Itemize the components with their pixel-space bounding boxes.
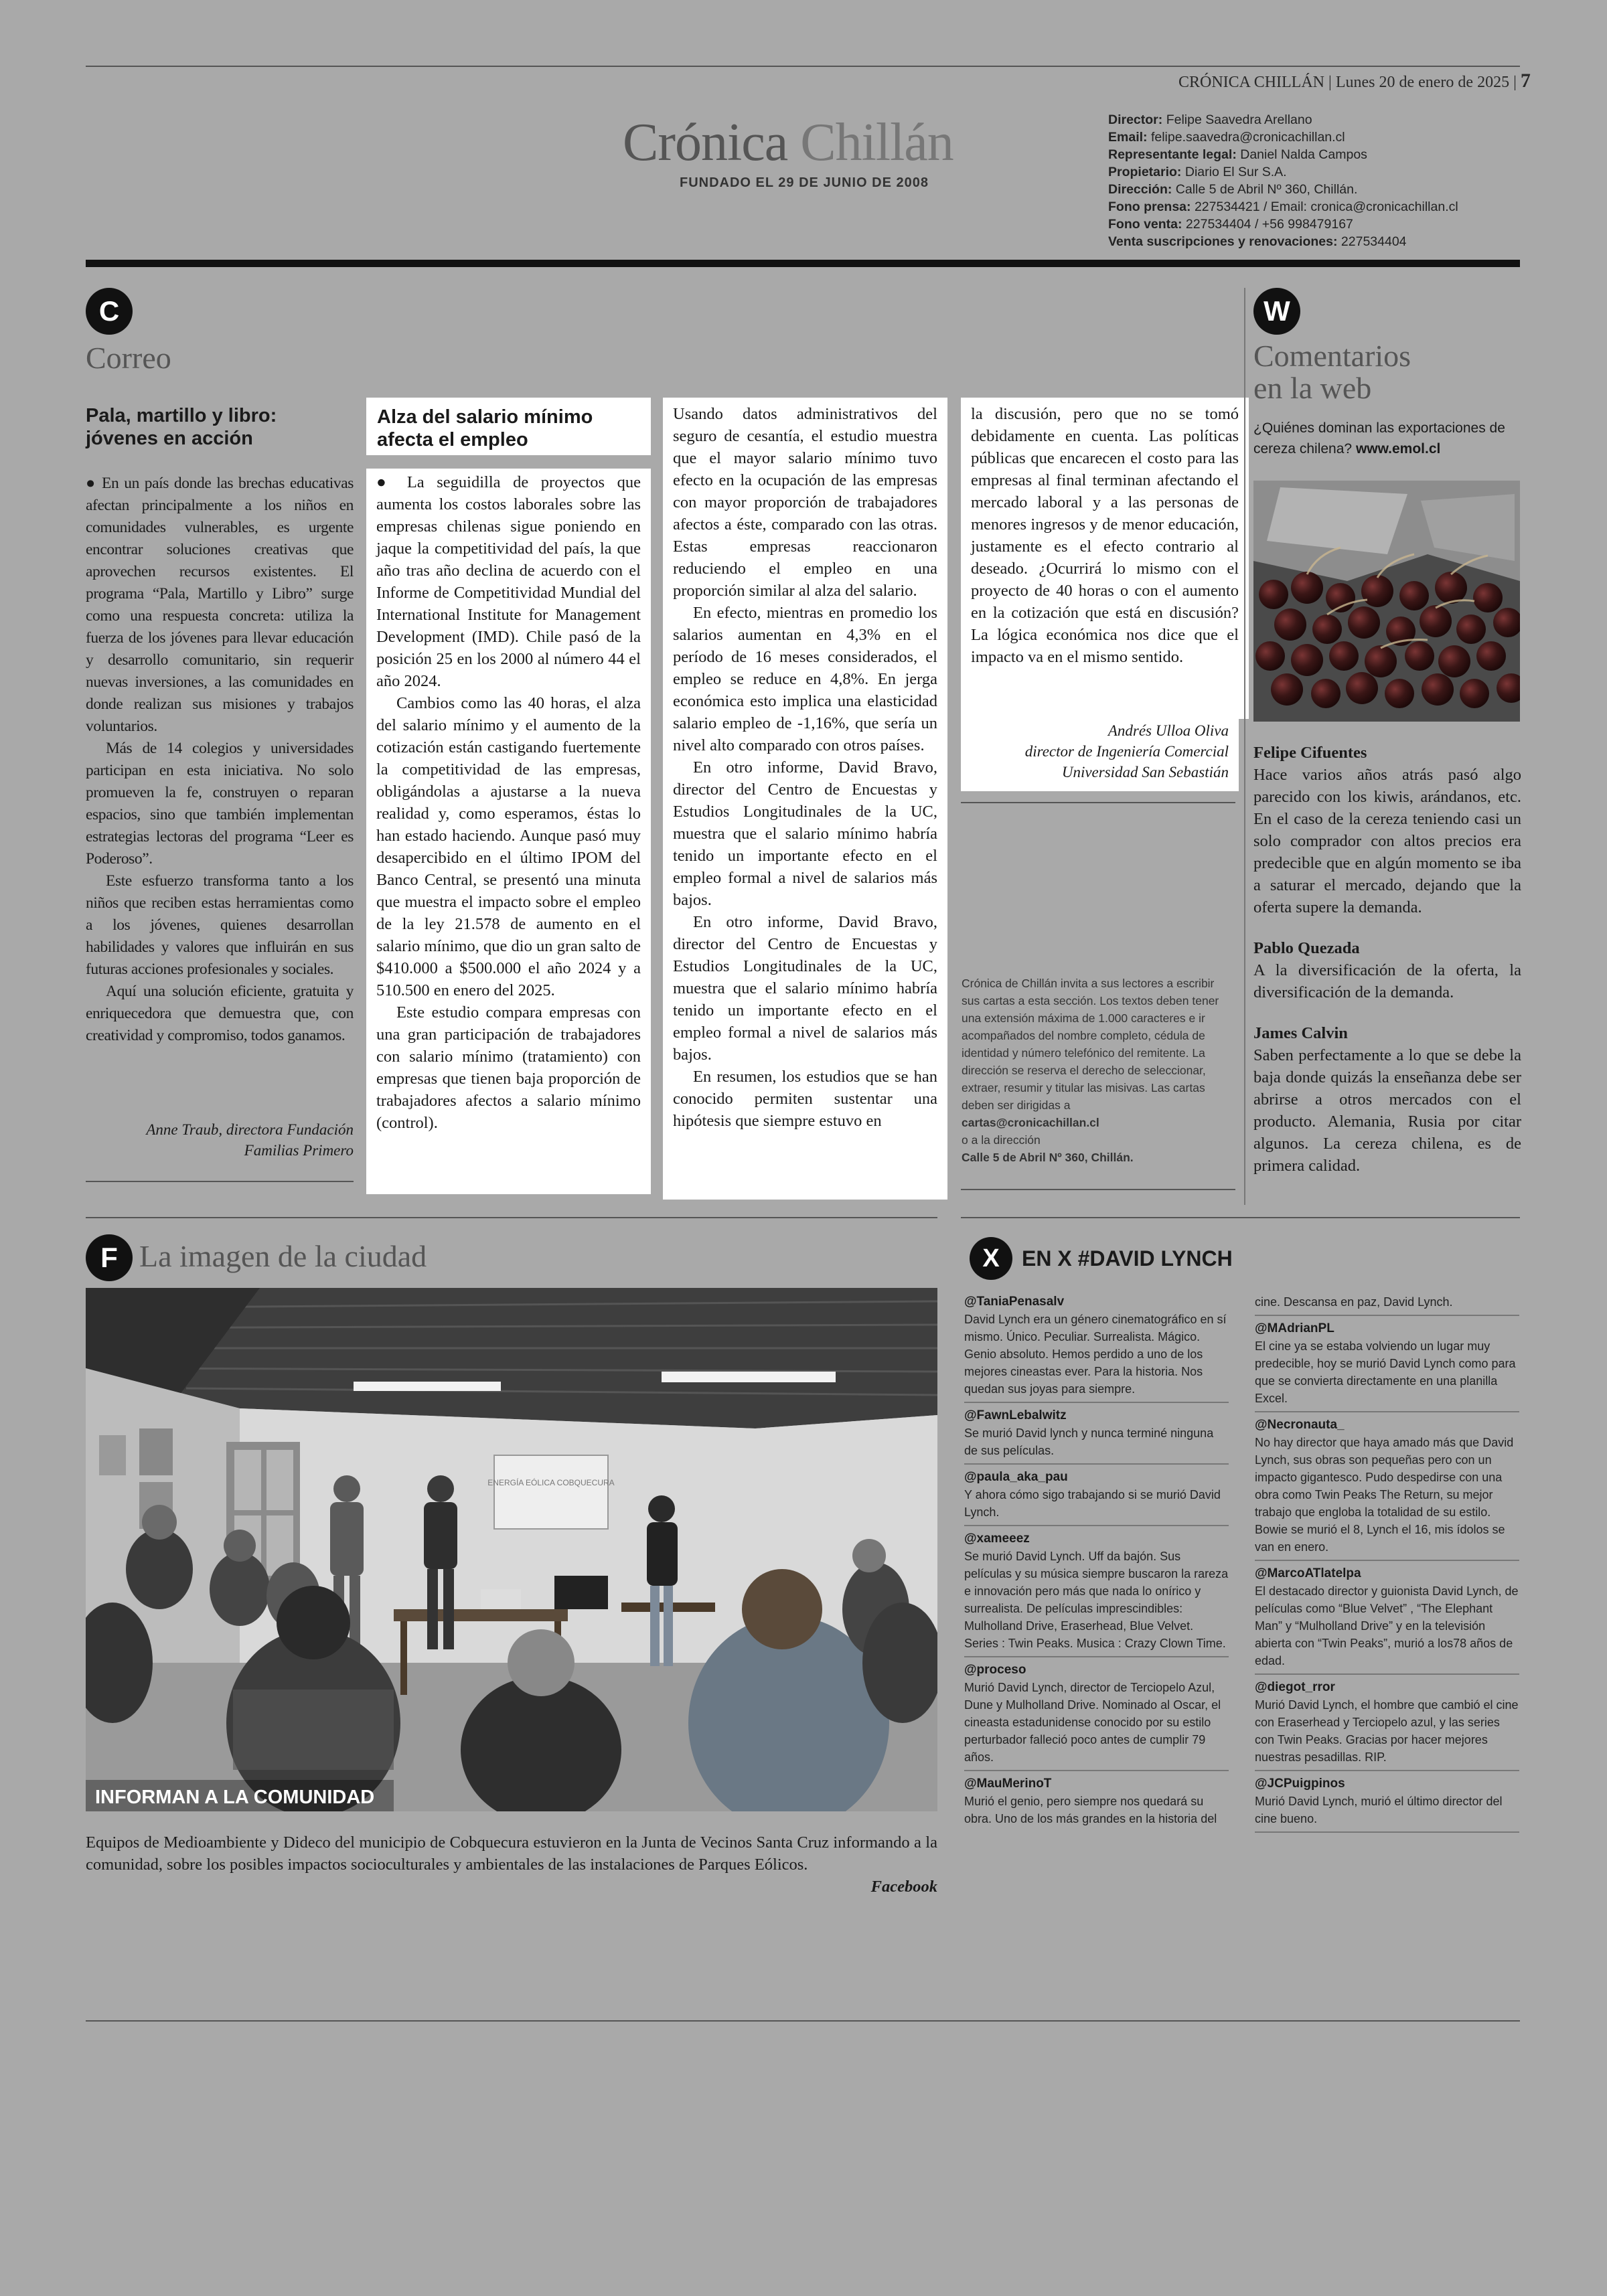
column-divider: [1244, 288, 1245, 1205]
correo-title: Correo: [86, 341, 171, 375]
tweet-handle[interactable]: @xameeez: [964, 1532, 1030, 1546]
letter1-signature: [86, 1119, 354, 1161]
notice-or: o a la dirección: [962, 1133, 1041, 1147]
web-comment: [1253, 937, 1521, 1003]
cherries-image: [1253, 481, 1520, 722]
staff-row: Fono prensa: 227534421 / Email: cronica@cronicachillan.cl: [1108, 199, 1458, 214]
letter2-paragraph: En resumen, los estudios que se han conocido permiten sustentar una hipótesis que siempre estuvo en: [673, 1068, 937, 1130]
web-badge: W: [1253, 288, 1300, 335]
letter2-signature-box: [961, 718, 1239, 791]
tweet: [1255, 1561, 1519, 1675]
letter1-sign-line: Anne Traub, directora Fundación: [146, 1121, 354, 1138]
notice-bottom-rule: [961, 1189, 1235, 1190]
staff-row: Venta suscripciones y renovaciones: 227534404: [1108, 234, 1407, 249]
letters-notice: [962, 975, 1229, 1166]
comment-author: Pablo Quezada: [1253, 939, 1360, 957]
letter2-paragraph: En otro informe, David Bravo, director del Centro de Encuestas y Estudios Longitudinales de la UC, muestra que el salario mínimo habría tenido un importante efecto en el empleo formal a nivel de salarios más bajos.: [673, 758, 937, 909]
masthead: [623, 112, 953, 173]
tweet-handle[interactable]: @MarcoATlatelpa: [1255, 1566, 1361, 1580]
letter2-sign-name: Andrés Ulloa Oliva: [1107, 722, 1229, 739]
letter1-paragraph: ● En un país donde las brechas educativas afectan principalmente a los niños en comunidades vulnerables, es urgente encontrar soluciones creativas que aprovechen recursos existentes. El programa “Pala, Martillo y Libro” surge como una respuesta concreta: utiliza la fuerza de los jóvenes para llevar educación y desarrollo comunitario, sin requerir nuevas inversiones, a las comunidades en donde realizan sus misiones y trabajos voluntarios.: [86, 475, 354, 735]
notice-address: Calle 5 de Abril Nº 360, Chillán.: [962, 1151, 1134, 1164]
city-caption: [86, 1831, 937, 1898]
staff-row: Propietario: Diario El Sur S.A.: [1108, 165, 1287, 179]
web-comments: [1253, 742, 1521, 1196]
tweet-handle[interactable]: @JCPuigpinos: [1255, 1777, 1345, 1791]
letter2-paragraph: En otro informe, David Bravo, director del Centro de Encuestas y Estudios Longitudinales de la UC, muestra que el salario mínimo habría tenido un importante efecto en el empleo formal a nivel de salarios más bajos.: [673, 913, 937, 1064]
tweets-col2: [1255, 1289, 1519, 1833]
header-thick-rule: [86, 260, 1520, 267]
staff-row: Dirección: Calle 5 de Abril Nº 360, Chillán.: [1108, 182, 1358, 197]
staff-row: Email: felipe.saavedra@cronicachillan.cl: [1108, 130, 1345, 145]
staff-row: Representante legal: Daniel Nalda Campos: [1108, 147, 1367, 162]
tweet-text: No hay director que haya amado más que David Lynch, sus obras son pequeñas pero con un impacto gigantesco. Pudo despedirse con una obra como Twin Peaks The Return, su mejor trabajo que engloba la totalidad de su estilo. Bowie se murió el 8, Lynch el 16, mis ídolos se van en enero.: [1255, 1436, 1514, 1554]
folio-line: [1178, 70, 1531, 92]
letter2-paragraph: Este estudio compara empresas con una gran participación de trabajadores con salario mínimo (tratamiento) con empresas que tienen baja proporción de trabajadores afectos a salario mínimo (control).: [376, 1003, 641, 1132]
letter2-col3: [961, 398, 1249, 719]
letter2-sign-role: director de Ingeniería Comercial: [1024, 743, 1229, 760]
letter2-paragraph: la discusión, pero que no se tomó debidamente en cuenta. Las políticas públicas que encarecen el costo para las empresas al final terminan afectando el mercado laboral y a las personas de menores ingresos y de menor educación, justamente es el efecto contrario al deseado. ¿Ocurrirá lo mismo con el proyecto de 40 horas o con el aumento en la cotización que está en discusión? La lógica económica nos dice que el impacto va en el mismo sentido.: [971, 405, 1239, 666]
tweet: [1255, 1316, 1519, 1412]
tweet-text: Murió el genio, pero siempre nos quedará su obra. Uno de los más grandes en la historia del: [964, 1795, 1217, 1825]
web-question-text: ¿Quiénes dominan las exportaciones de cereza chilena?: [1253, 420, 1505, 457]
correo-badge: C: [86, 288, 133, 335]
staff-box: [1108, 111, 1458, 250]
web-question: [1253, 418, 1521, 459]
letter1-body: [86, 473, 354, 1047]
web-title: [1253, 340, 1411, 404]
letter1-headline: Pala, martillo y libro: jóvenes en acción: [86, 405, 277, 449]
tweet-handle[interactable]: @Necronauta_: [1255, 1418, 1345, 1432]
masthead-chillan: Chillán: [800, 113, 953, 172]
x-badge: X: [970, 1237, 1012, 1280]
comment-text: A la diversificación de la oferta, la diversificación de la demanda.: [1253, 961, 1521, 1001]
letter2-paragraph: Cambios como las 40 horas, el alza del salario mínimo y el aumento de la cotización están castigando fuertemente la competitividad de las empresas, obligándolas a ajustarse a la nueva realidad y, como esperamos, éstas lo han estado haciendo. Aunque pasó muy desapercibido en el último IPOM del Banco Central, se presentó una minuta que muestra el impacto sobre el empleo de la ley 21.578 de aumento en el salario mínimo, que dio un gran salto de $410.000 a $500.000 el año 2024 y a 510.500 en enero del 2025.: [376, 694, 641, 999]
bottom-rule: [86, 2020, 1520, 2022]
page-number: 7: [1520, 70, 1531, 92]
letter2-headline-box: [366, 398, 651, 455]
letter1-paragraph: Este esfuerzo transforma tanto a los niños que reciben estas herramientas como a los jóvenes, quienes desarrollan habilidades y valores que influirán en sus futuras acciones profesionales y sociales.: [86, 872, 354, 978]
letter1-paragraph: Aquí una solución eficiente, gratuita y enriquecedora que demuestra que, con creatividad y compromiso, todos ganamos.: [86, 983, 354, 1044]
tweet-handle[interactable]: @proceso: [964, 1663, 1026, 1677]
tweet: [964, 1657, 1229, 1771]
mid-rule-left: [86, 1217, 937, 1218]
city-photo-credit: Facebook: [870, 1878, 937, 1896]
tweet-handle[interactable]: @MAdrianPL: [1255, 1321, 1334, 1335]
tweet-text: David Lynch era un género cinematográfico en sí mismo. Único. Peculiar. Surrealista. Mágico. Genio absoluto. Hemos perdido a uno de los mejores cineastas ever. Para la historia. Nos quedan sus joyas para siempre.: [964, 1313, 1227, 1396]
masthead-cronica: Crónica: [623, 113, 788, 172]
web-comment: [1253, 742, 1521, 918]
notice-email[interactable]: cartas@cronicachillan.cl: [962, 1116, 1099, 1129]
tweet: [964, 1526, 1229, 1657]
notice-top-rule: [961, 802, 1235, 803]
tweet-text: Murió David Lynch, el hombre que cambió el cine con Eraserhead y Terciopelo azul, y las series con Twin Peaks. Gracias por hacer mejores nuestras pesadillas. RIP.: [1255, 1698, 1519, 1764]
letter2-sign-org: Universidad San Sebastián: [1061, 764, 1229, 781]
tweet-text: Murió David Lynch, director de Terciopelo Azul, Dune y Mulholland Drive. Nominado al Oscar, el cineasta estadunidense conocido por su estilo perturbador falleció poco antes de cumplir 79 años.: [964, 1681, 1221, 1764]
tweet-text: El destacado director y guionista David Lynch, de películas como “Blue Velvet” , “The Elephant Man” y “Mulholland Drive” y en la televisión abierta con “Twin Peaks”, murió a los78 años de edad.: [1255, 1584, 1519, 1667]
tweet: [964, 1771, 1229, 1831]
letter2-col1: [366, 469, 651, 1194]
staff-row: Fono venta: 227534404 / +56 998479167: [1108, 217, 1353, 232]
tweet: [1255, 1412, 1519, 1561]
mid-rule-right: [961, 1217, 1520, 1218]
web-comment: [1253, 1022, 1521, 1177]
community-meeting-image: [86, 1288, 937, 1811]
city-caption-text: Equipos de Medioambiente y Dideco del municipio de Cobquecura estuvieron en la Junta de Vecinos Santa Cruz informando a la comunidad, sobre los posibles impactos socioculturales y ambientales de las instalaciones de Parques Eólicos.: [86, 1833, 937, 1874]
letter2-headline: Alza del salario mínimo afecta el empleo: [377, 406, 593, 450]
web-title-line: en la web: [1253, 371, 1372, 405]
tweet: [1255, 1675, 1519, 1771]
tweet-text: Murió David Lynch, murió el último director del cine bueno.: [1255, 1795, 1503, 1825]
comment-text: Hace varios años atrás pasó algo parecido con los kiwis, arándanos, etc. En el caso de la cereza teniendo casi un solo comprador con altos precios era predecible que en algún momento se iba a saturar el mercado, dejando que la oferta supere la demanda.: [1253, 766, 1521, 916]
comment-text: Saben perfectamente a lo que se debe la baja donde quizás la enseñanza debe ser abrirse a otros mercados con el producto. Alemania, Rusia por citar algunos. La cereza chilena, es de primera calidad.: [1253, 1046, 1521, 1175]
letter1-paragraph: Más de 14 colegios y universidades participan en esta iniciativa. No solo promueven la fe, construyen o reparan espacios, sino que también implementan estrategias lectoras del programa “Leer es Poderoso”.: [86, 740, 354, 868]
tweet-text: Se murió David Lynch. Uff da bajón. Sus películas y su música siempre buscaron la rareza e innovación pero más que nada lo onírico y surrealista. De películas imprescindibles: Mulholland Drive, Eraserhead, Blue Velvet. Series : Twin Peaks. Musica : Crazy Clown Time.: [964, 1550, 1229, 1650]
tweet-handle[interactable]: @paula_aka_pau: [964, 1470, 1068, 1484]
top-rule: [86, 66, 1520, 67]
comment-author: James Calvin: [1253, 1024, 1348, 1042]
web-title-line: Comentarios: [1253, 339, 1411, 373]
cherries-photo: [1253, 481, 1520, 722]
letter2-col2: [663, 398, 947, 1200]
tweet: [1255, 1771, 1519, 1833]
staff-row: Director: Felipe Saavedra Arellano: [1108, 112, 1312, 127]
tweet: [964, 1403, 1229, 1465]
tweet-handle[interactable]: @diegot_rror: [1255, 1680, 1335, 1694]
tweet-text: Y ahora cómo sigo trabajando si se murió David Lynch.: [964, 1488, 1221, 1519]
city-badge: F: [86, 1234, 133, 1281]
letter2-paragraph: Usando datos administrativos del seguro de cesantía, el estudio muestra que el mayor salario mínimo tuvo efecto en la ocupación de las empresas con mayor proporción de trabajadores afectos a éste, comparado con las otras. Estas empresas reaccionaron reduciendo el empleo en una proporción similar al alza del salario.: [673, 405, 937, 600]
photo-label: INFORMAN A LA COMUNIDAD: [95, 1787, 375, 1808]
tweet-handle[interactable]: @FawnLebalwitz: [964, 1408, 1067, 1422]
letter1-sign-line: Familias Primero: [244, 1142, 354, 1159]
folio-publication: CRÓNICA CHILLÁN: [1178, 74, 1325, 91]
letter1-end-rule: [86, 1181, 354, 1182]
tweet-continuation: [1255, 1289, 1519, 1316]
tweet-text: El cine ya se estaba volviendo un lugar muy predecible, hoy se murió David Lynch como para que se convierta directamente en una planilla Excel.: [1255, 1339, 1516, 1405]
city-photo: [86, 1288, 937, 1811]
web-site-link[interactable]: www.emol.cl: [1355, 441, 1441, 457]
screen-sign-text: ENERGÍA EÓLICA COBQUECURA: [487, 1478, 615, 1487]
city-title: La imagen de la ciudad: [139, 1239, 427, 1273]
founded-line: FUNDADO EL 29 DE JUNIO DE 2008: [680, 175, 929, 190]
notice-text: Crónica de Chillán invita a sus lectores a escribir sus cartas a esta sección. Los textos deben tener una extensión máxima de 1.000 caracteres e ir acompañados del nombre completo, cédula de identidad y número telefónico del remitente. La dirección se reserva el derecho de seleccionar, extraer, resumir y titular las misivas. Las cartas deben ser dirigidas a: [962, 977, 1219, 1112]
comment-author: Felipe Cifuentes: [1253, 744, 1367, 762]
tweet-text: cine. Descansa en paz, David Lynch.: [1255, 1295, 1453, 1309]
tweet-handle[interactable]: @MauMerinoT: [964, 1777, 1052, 1791]
tweet-text: Se murió David lynch y nunca terminé ninguna de sus películas.: [964, 1426, 1214, 1457]
x-title: EN X #DAVID LYNCH: [1022, 1246, 1233, 1270]
tweet: [964, 1465, 1229, 1526]
letter2-paragraph: ● La seguidilla de proyectos que aumenta los costos laborales sobre las empresas chilenas sigue poniendo en jaque la competitividad del país, la que año tras año declina de acuerdo con el Informe de Competitividad Mundial del International Institute for Management Development (IMD). Chile pasó de la posición 25 en los 2000 al número 44 el año 2024.: [376, 473, 641, 690]
letter2-paragraph: En efecto, mientras en promedio los salarios aumentan en 4,3% en el período de 16 meses considerados, el empleo se reduce en 4,8%. En jerga económica esto implica una elasticidad salario empleo de -1,16%, que sería un nivel alto comparado con otros países.: [673, 604, 937, 754]
folio-date: | Lunes 20 de enero de 2025 |: [1328, 74, 1517, 91]
tweets-col1: [964, 1289, 1229, 1831]
tweet: [964, 1289, 1229, 1403]
tweet-handle[interactable]: @TaniaPenasalv: [964, 1295, 1065, 1309]
